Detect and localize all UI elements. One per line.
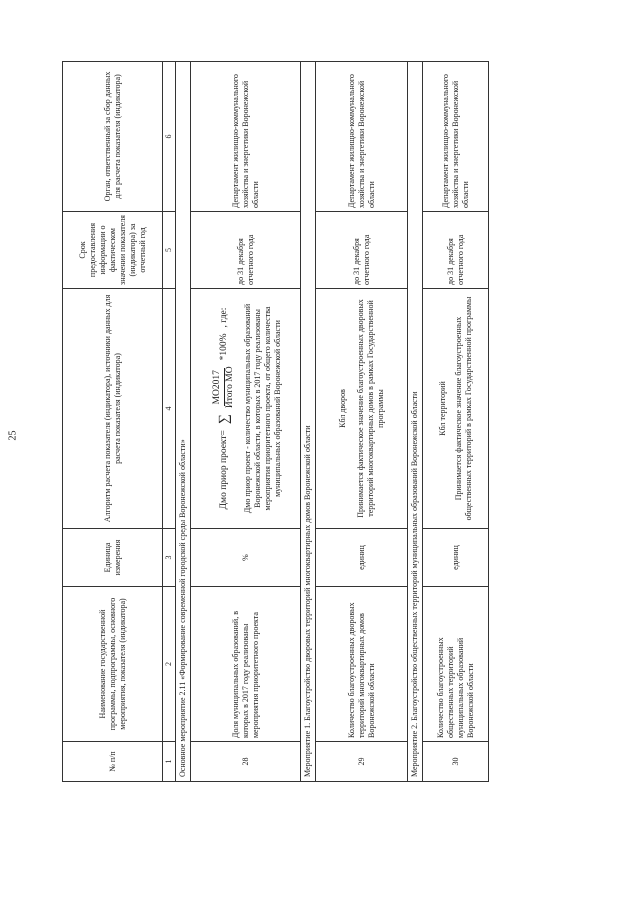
section-row [301, 62, 316, 782]
header-num: № п/п [63, 742, 163, 782]
header-algorithm: Алгоритм расчета показателя (индикатора), источники данных для расчета показателя (индикатора) [63, 289, 163, 529]
formula-head: Кбл дворов [337, 389, 347, 428]
indicator-table [62, 61, 489, 782]
deadline: до 31 декабря отчетного года [423, 212, 489, 289]
indicator-name: Количество благоустроенных дворовых территорий многоквартирных домов Воронежской области [316, 587, 408, 742]
algorithm-description: Принимается фактическое значение благоустроенных общественных территорий в рамках Государственной программы [453, 296, 473, 521]
col-number: 3 [163, 529, 176, 587]
unit: % [191, 529, 301, 587]
formula-numerator: МО2017 [212, 368, 225, 406]
row-number: 29 [316, 742, 408, 782]
table-row [191, 62, 301, 782]
header-row [63, 62, 163, 782]
page-number: 25 [7, 430, 19, 441]
header-org: Орган, ответственный за сбор данных для расчета показателя (индикатора) [63, 62, 163, 212]
responsible-org: Департамент жилищно-коммунального хозяйства и энергетики Воронежской области [423, 62, 489, 212]
unit: единиц [316, 529, 408, 587]
col-number: 2 [163, 587, 176, 742]
unit: единиц [423, 529, 489, 587]
table-row [423, 62, 489, 782]
table-row [316, 62, 408, 782]
row-number: 30 [423, 742, 489, 782]
section-row [176, 62, 191, 782]
header-deadline: Срок предоставления информации о фактическом значении показателя (индикатора) за отчетный год [63, 212, 163, 289]
algorithm-cell [191, 289, 301, 529]
formula-tail: *100% [218, 333, 229, 361]
section-row [408, 62, 423, 782]
formula-denominator: Итого МО [225, 366, 235, 409]
col-number: 4 [163, 289, 176, 529]
algorithm-cell [316, 289, 408, 529]
formula [212, 292, 237, 525]
indicator-name: Доля муниципальных образований, в которых в 2017 году реализованы мероприятия приоритетного проекта [191, 587, 301, 742]
section-main: Основное мероприятие 2.11 «Формирование современной городской среды Воронежской области» [176, 62, 191, 782]
formula-head: Кбл территорий [437, 381, 447, 436]
deadline: до 31 декабря отчетного года [191, 212, 301, 289]
col-number: 6 [163, 62, 176, 212]
col-number: 5 [163, 212, 176, 289]
rotated-table-area [62, 62, 640, 777]
row-number: 28 [191, 742, 301, 782]
column-number-row [163, 62, 176, 782]
formula-fraction [212, 366, 237, 408]
responsible-org: Департамент жилищно-коммунального хозяйства и энергетики Воронежской области [191, 62, 301, 212]
formula-lhs: Дмо приор проект= [218, 430, 229, 510]
col-number: 1 [163, 742, 176, 782]
section-m1: Мероприятие 1. Благоустройство дворовых территорий многоквартирных домов Воронежской области [301, 62, 316, 782]
header-name: Наименование государственной программы, подпрограммы, основного мероприятия, показателя (индикатора) [63, 587, 163, 742]
algorithm-description: Принимается фактическое значение благоустроенных дворовых территорий многоквартирных домов в рамках Государственной программы [355, 299, 385, 518]
section-m2: Мероприятие 2. Благоустройство общественных территорий муниципальных образований Воронежской области [408, 62, 423, 782]
indicator-name: Количество благоустроенных общественных территорий муниципальных образований Воронежской области [423, 587, 489, 742]
deadline: до 31 декабря отчетного года [316, 212, 408, 289]
algorithm-description: Дмо приор проект - количество муниципальных образований Воронежской области, в которых в 2017 году реализованы мероприятия приоритетного проекта, от общего количества муниципальных образований Воронежской области [242, 303, 282, 514]
formula-where: , где: [218, 307, 229, 328]
algorithm-cell [423, 289, 489, 529]
responsible-org: Департамент жилищно-коммунального хозяйства и энергетики Воронежской области [316, 62, 408, 212]
header-unit: Единица измерения [63, 529, 163, 587]
sum-sign: ∑ [216, 414, 232, 425]
